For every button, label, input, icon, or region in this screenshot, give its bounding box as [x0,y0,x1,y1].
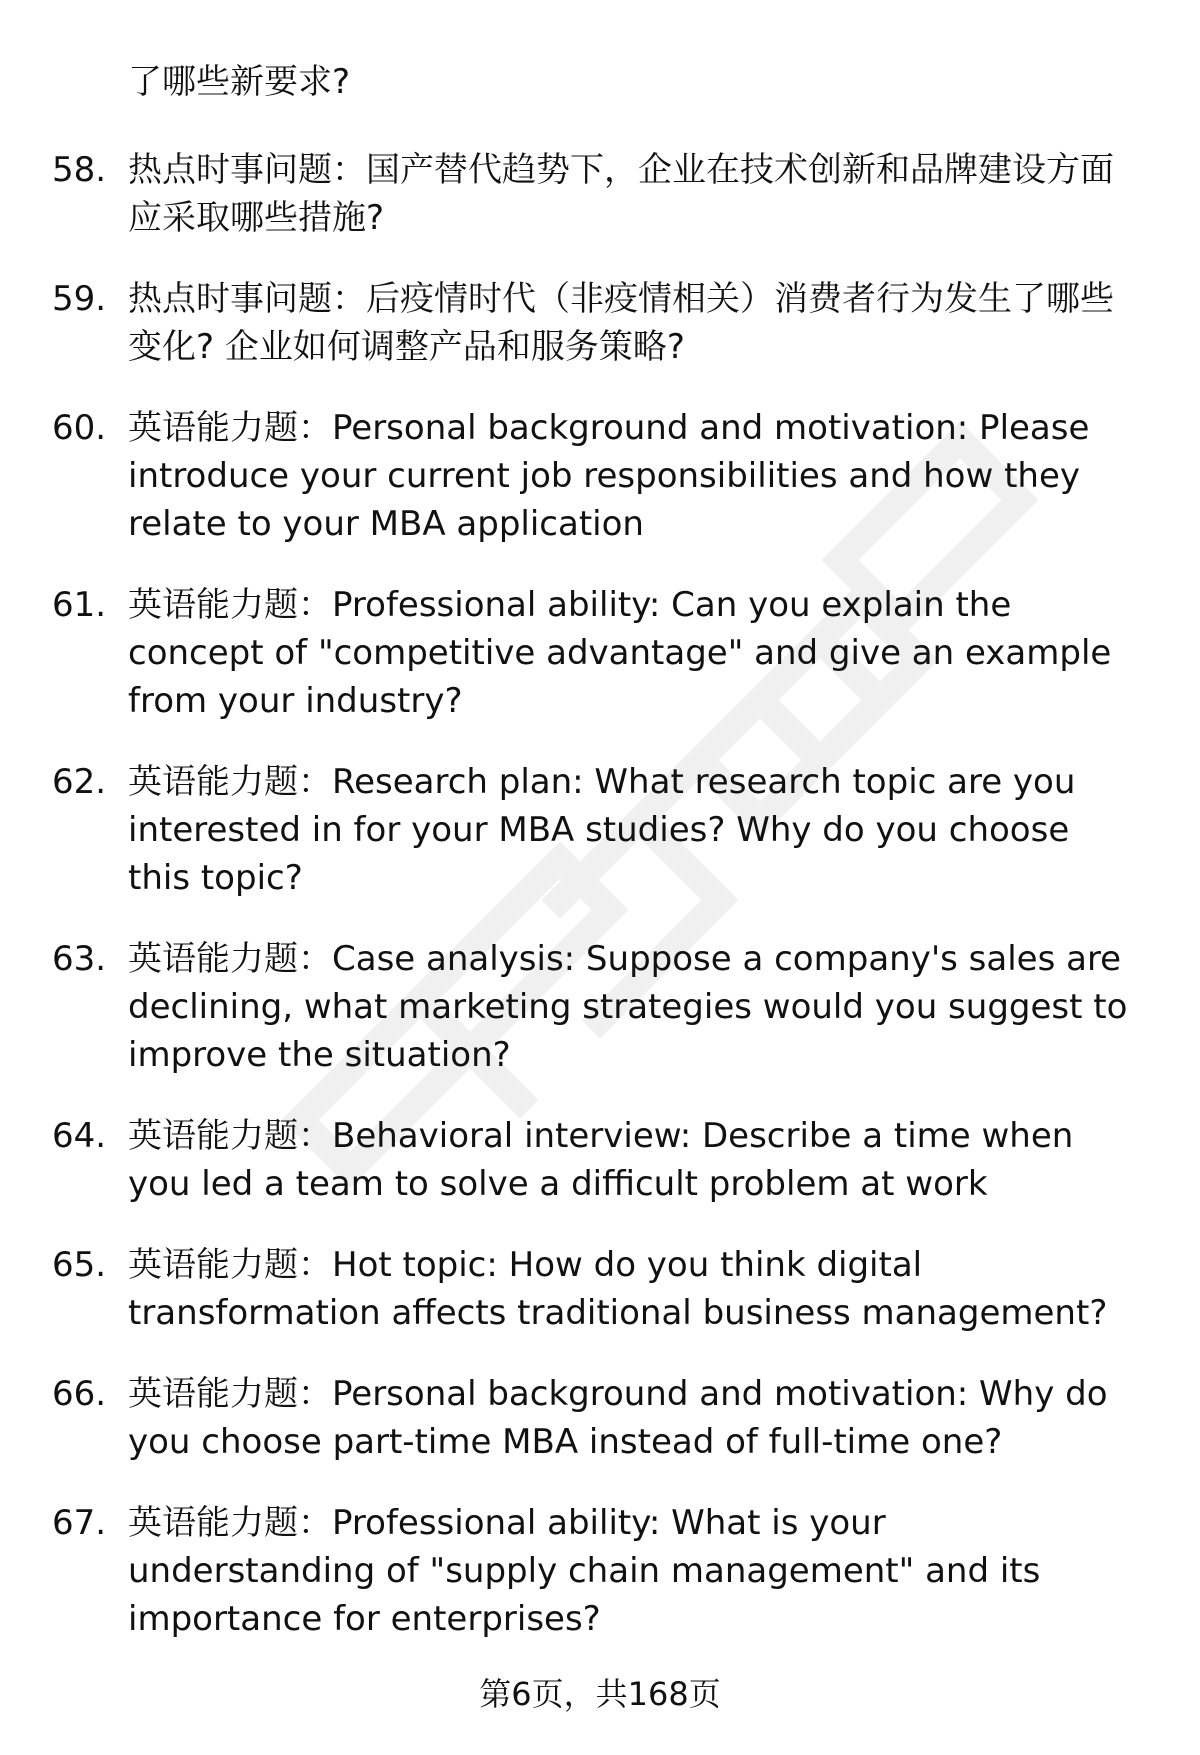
item-text: 英语能力题：Personal background and motivation: Why do you choose part-time MBA instead of full-time one? [128,1374,1108,1462]
list-item [0,935,1200,1079]
list-item [0,146,1200,242]
item-number: 66. [52,1374,107,1414]
list-item [0,1112,1200,1208]
item-text: 英语能力题：Research plan: What research topic are you interested in for your MBA studies? Why do you choose this topic? [128,762,1076,898]
item-number: 63. [52,939,107,979]
item-text: 英语能力题：Professional ability: What is your understanding of "supply chain management" and its importance for enterprises? [128,1503,1041,1639]
list-item [0,1499,1200,1643]
list-item [0,758,1200,902]
item-number: 65. [52,1245,107,1285]
list-item [0,1241,1200,1337]
item-number: 61. [52,585,107,625]
item-number: 58. [52,150,107,190]
list-item [0,1370,1200,1466]
continuation-text: 了哪些新要求? [128,62,351,102]
list-item [0,275,1200,371]
item-text: 英语能力题：Behavioral interview: Describe a time when you led a team to solve a difficult problem at work [128,1116,1074,1204]
item-text: 热点时事问题：国产替代趋势下，企业在技术创新和品牌建设方面应采取哪些措施? [128,150,1114,238]
question-list [0,146,1200,1676]
item-number: 64. [52,1116,107,1156]
item-text: 英语能力题：Case analysis: Suppose a company's sales are declining, what marketing strategies would you suggest to improve the situation? [128,939,1128,1075]
item-number: 60. [52,408,107,448]
page-footer: 第6页，共168页 [479,1675,721,1713]
item-text: 热点时事问题：后疫情时代（非疫情相关）消费者行为发生了哪些变化? 企业如何调整产品和服务策略? [128,279,1114,367]
item-text: 英语能力题：Professional ability: Can you explain the concept of "competitive advantage" and give an example from your industry? [128,585,1112,721]
item-number: 62. [52,762,107,802]
list-item [0,581,1200,725]
item-text: 英语能力题：Hot topic: How do you think digital transformation affects traditional business management? [128,1245,1108,1333]
item-number: 59. [52,279,107,319]
list-item [0,404,1200,548]
item-number: 67. [52,1503,107,1543]
item-text: 英语能力题：Personal background and motivation: Please introduce your current job responsibilities and how they relate to your MBA application [128,408,1090,544]
